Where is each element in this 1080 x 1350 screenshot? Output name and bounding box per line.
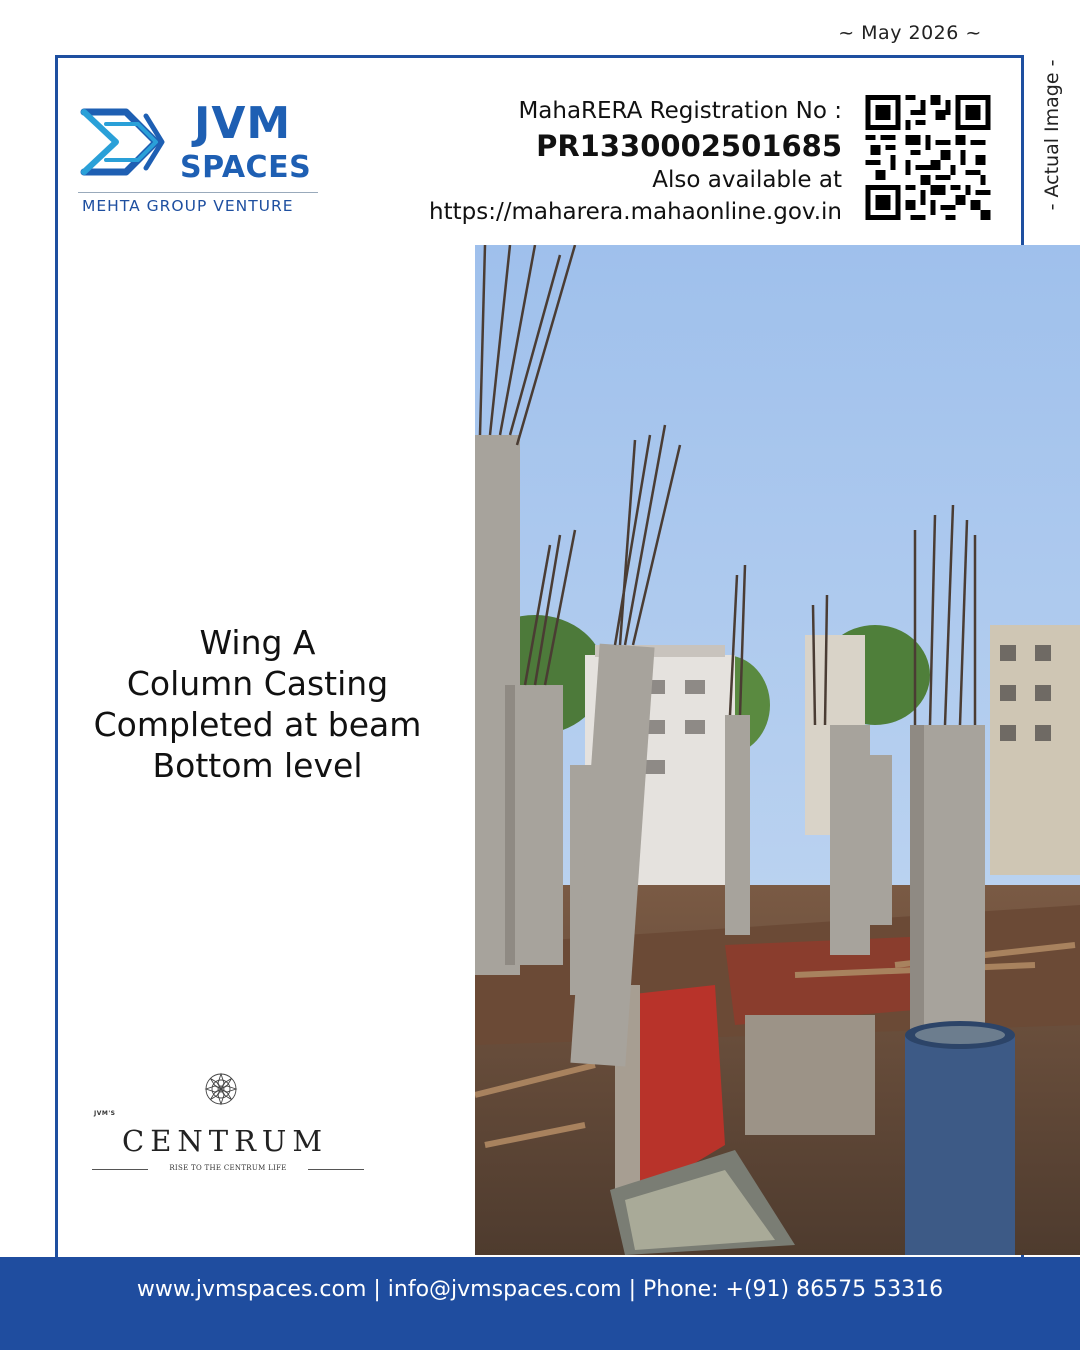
jvm-logo[interactable] xyxy=(76,100,326,225)
qr-code-icon[interactable] xyxy=(864,95,992,220)
side-label-text: - Actual Image - xyxy=(1041,59,1063,211)
rera-available-text: Also available at xyxy=(652,167,842,193)
logo-tagline: MEHTA GROUP VENTURE xyxy=(82,197,294,215)
caption-line-3: Completed at beam xyxy=(93,705,422,744)
caption-line-4: Bottom level xyxy=(152,746,363,785)
construction-site-photo xyxy=(475,245,1080,1255)
side-label xyxy=(1034,40,1070,230)
progress-caption xyxy=(70,622,445,786)
footer-bar xyxy=(0,1257,1080,1350)
footer-contact[interactable]: www.jvmspaces.com | info@jvmspaces.com | Phone: +(91) 86575 53316 xyxy=(136,1277,944,1302)
caption-line-1: Wing A xyxy=(199,623,316,662)
centrum-brand: JVM'S xyxy=(94,1110,116,1117)
centrum-tagline: RISE TO THE CENTRUM LIFE xyxy=(169,1164,287,1172)
centrum-divider-left xyxy=(92,1169,148,1170)
centrum-name: CENTRUM xyxy=(122,1124,329,1158)
rera-url-link[interactable]: https://maharera.mahaonline.gov.in xyxy=(429,199,842,225)
centrum-tagline-row xyxy=(92,1164,364,1176)
date-label: ~ May 2026 ~ xyxy=(838,22,982,44)
rera-number: PR1330002501685 xyxy=(536,129,842,163)
logo-subtitle: SPACES xyxy=(180,150,312,185)
mandala-icon xyxy=(204,1072,238,1106)
centrum-divider-right xyxy=(308,1169,364,1170)
logo-title: JVM xyxy=(194,98,292,149)
centrum-logo xyxy=(92,1072,364,1182)
caption-line-2: Column Casting xyxy=(126,664,389,703)
rera-label: MahaRERA Registration No : xyxy=(518,98,842,124)
jvm-logo-mark-icon xyxy=(76,102,168,182)
logo-divider xyxy=(78,192,318,193)
rera-info xyxy=(429,95,842,229)
